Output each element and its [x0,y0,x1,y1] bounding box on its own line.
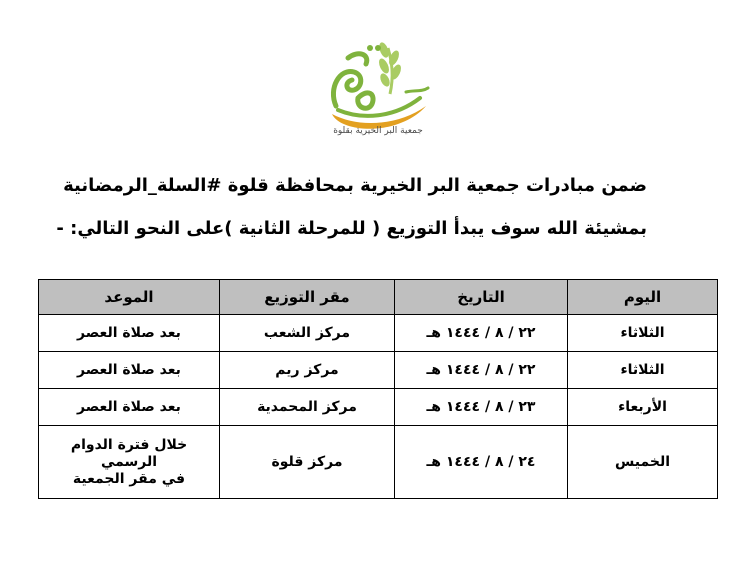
header-location: مقر التوزيع [220,280,395,315]
cell-day: الثلاثاء [568,352,718,389]
cell-date: ٢٢ / ٨ / ١٤٤٤ هـ [395,315,568,352]
heading-line-2: بمشيئة الله سوف يبدأ التوزيع ( للمرحلة الثانية )على النحو التالي: - [56,218,647,239]
table-row [39,426,718,499]
logo-caption: جمعية البر الخيرية بقلوة [333,126,423,136]
distribution-schedule-table [38,279,718,499]
cell-date: ٢٣ / ٨ / ١٤٤٤ هـ [395,389,568,426]
header-day: اليوم [568,280,718,315]
heading-line-1: ضمن مبادرات جمعية البر الخيرية بمحافظة قلوة #السلة_الرمضانية [63,175,647,196]
cell-location: مركز الشعب [220,315,395,352]
table-row [39,352,718,389]
cell-day: الثلاثاء [568,315,718,352]
charity-logo [318,28,440,140]
cell-day: الأربعاء [568,389,718,426]
cell-time [39,426,220,499]
cell-location: مركز ريم [220,352,395,389]
cell-time-line-1: خلال فترة الدوام الرسمي [70,436,188,470]
cell-date: ٢٢ / ٨ / ١٤٤٤ هـ [395,352,568,389]
header-time: الموعد [39,280,220,315]
cell-time: بعد صلاة العصر [39,352,220,389]
header-date: التاريخ [395,280,568,315]
table-row [39,389,718,426]
cell-date: ٢٤ / ٨ / ١٤٤٤ هـ [395,426,568,499]
table-row [39,315,718,352]
cell-location: مركز المحمدية [220,389,395,426]
cell-time: بعد صلاة العصر [39,315,220,352]
cell-time: بعد صلاة العصر [39,389,220,426]
cell-location: مركز قلوة [220,426,395,499]
calligraphy-mark [333,54,373,109]
cell-time-line-2: في مقر الجمعية [72,470,186,487]
table-header-row [39,280,718,315]
cell-day: الخميس [568,426,718,499]
